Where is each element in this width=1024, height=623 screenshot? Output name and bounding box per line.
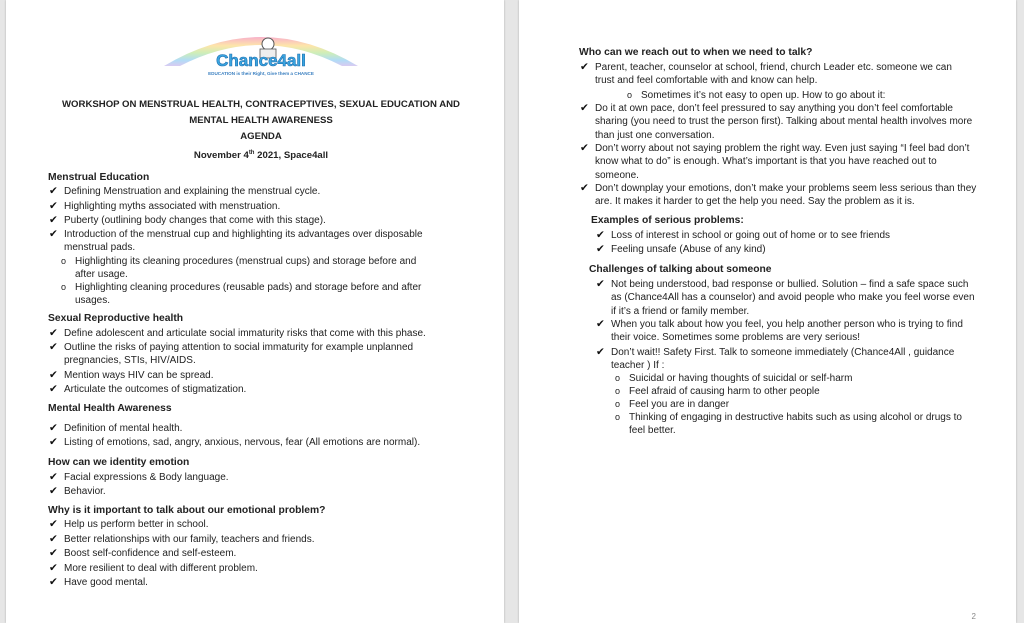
- bullet-circle-icon: o: [615, 373, 621, 383]
- bullet-circle-icon: o: [615, 386, 621, 396]
- checkmark-icon: ✔: [49, 422, 58, 434]
- sub-list-item: o Feel you are in danger: [615, 399, 730, 410]
- checkmark-icon: ✔: [49, 576, 58, 588]
- list-item: ✔ When you talk about how you feel, you help another person who is trying to find their voice. Sometimes some problems are very serious!: [596, 318, 963, 344]
- sub-list-item: o Highlighting its cleaning procedures (menstrual cups) and storage before and after usage.: [61, 256, 417, 281]
- sub-list-item: o Thinking of engaging in destructive habits such as using alcohol or drugs to feel better.: [615, 412, 962, 437]
- checkmark-icon: ✔: [49, 547, 58, 559]
- checkmark-icon: ✔: [596, 229, 605, 241]
- list-item: ✔ Do it at own pace, don’t feel pressured to say anything you don’t feel comfortable sharing (you need to trust the person first). Talking about mental health involves more than just one conversation.: [580, 102, 973, 141]
- checkmark-icon: ✔: [49, 436, 58, 448]
- list-item: ✔ Defining Menstruation and explaining the menstrual cycle.: [49, 185, 321, 197]
- checkmark-icon: ✔: [49, 383, 58, 395]
- list-item: ✔ Loss of interest in school or going out of home or to see friends: [596, 229, 891, 241]
- list-item: ✔ Have good mental.: [49, 576, 148, 588]
- bullet-circle-icon: o: [615, 399, 621, 409]
- bullet-circle-icon: o: [615, 412, 621, 422]
- section-heading: Sexual Reproductive health: [48, 313, 184, 324]
- checkmark-icon: ✔: [580, 61, 589, 73]
- checkmark-icon: ✔: [49, 562, 58, 574]
- list-item: ✔ Puberty (outlining body changes that come with this stage).: [49, 214, 326, 226]
- list-item: ✔ Behavior.: [49, 485, 106, 497]
- sub-list-item: o Feel afraid of causing harm to other people: [615, 386, 820, 397]
- checkmark-icon: ✔: [580, 142, 589, 154]
- svg-text:Chance4all: Chance4all: [216, 51, 306, 70]
- list-item: ✔ Not being understood, bad response or bullied. Solution – find a safe space such as (Chance4All has a counselor) and avoid people who make you feel worse even if it’s a friend or family member.: [596, 278, 975, 317]
- list-item: ✔ Don’t wait!! Safety First. Talk to someone immediately (Chance4All , guidance teacher ) If :: [596, 346, 955, 372]
- checkmark-icon: ✔: [580, 102, 589, 114]
- list-item: ✔ More resilient to deal with different problem.: [49, 562, 258, 574]
- list-item: ✔ Outline the risks of paying attention to social immaturity for example unplanned pregnancies, STIs, HIV/AIDS.: [49, 341, 414, 367]
- list-item: ✔ Introduction of the menstrual cup and highlighting its advantages over disposable menstrual pads.: [49, 228, 423, 254]
- checkmark-icon: ✔: [49, 200, 58, 212]
- checkmark-icon: ✔: [49, 518, 58, 530]
- list-item: ✔ Facial expressions & Body language.: [49, 471, 229, 483]
- checkmark-icon: ✔: [49, 341, 58, 353]
- checkmark-icon: ✔: [49, 369, 58, 381]
- list-item: ✔ Feeling unsafe (Abuse of any kind): [596, 243, 766, 255]
- section-heading: Challenges of talking about someone: [589, 264, 772, 275]
- checkmark-icon: ✔: [49, 228, 58, 240]
- section-heading: Examples of serious problems:: [591, 215, 744, 226]
- bullet-circle-icon: o: [61, 282, 67, 292]
- sub-list-item: o Sometimes it’s not easy to open up. How to go about it:: [627, 90, 886, 101]
- section-heading: Why is it important to talk about our emotional problem?: [48, 505, 326, 516]
- section-heading: Who can we reach out to when we need to talk?: [579, 47, 813, 58]
- checkmark-icon: ✔: [49, 471, 58, 483]
- list-item: ✔ Articulate the outcomes of stigmatization.: [49, 383, 247, 395]
- sub-list-item: o Suicidal or having thoughts of suicidal or self-harm: [615, 373, 853, 384]
- agenda-date: November 4th 2021, Space4all: [193, 150, 329, 162]
- checkmark-icon: ✔: [596, 318, 605, 330]
- list-item: ✔ Define adolescent and articulate social immaturity risks that come with this phase.: [49, 327, 426, 339]
- list-item: ✔ Definition of mental health.: [49, 422, 183, 434]
- svg-text:EDUCATION is their Right, Give: EDUCATION is their Right, Give them a CHANCE: [208, 71, 314, 76]
- section-heading: How can we identity emotion: [48, 457, 190, 468]
- bullet-circle-icon: o: [61, 256, 67, 266]
- list-item: ✔ Help us perform better in school.: [49, 518, 209, 530]
- section-heading: Mental Health Awareness: [48, 403, 172, 414]
- document-page-2: [519, 0, 1016, 623]
- list-item: ✔ Mention ways HIV can be spread.: [49, 369, 214, 381]
- agenda-title: WORKSHOP ON MENSTRUAL HEALTH, CONTRACEPTIVES, SEXUAL EDUCATION AND MENTAL HEALTH AWARENESS AGENDA November 4th 2021, Space4all: [36, 97, 486, 164]
- checkmark-icon: ✔: [49, 185, 58, 197]
- list-item: ✔ Listing of emotions, sad, angry, anxious, nervous, fear (All emotions are normal).: [49, 436, 421, 448]
- list-item: ✔ Parent, teacher, counselor at school, friend, church Leader etc. someone we can trust and feel comfortable with and know can help.: [580, 61, 952, 87]
- section-heading: Menstrual Education: [48, 172, 150, 183]
- sub-list-item: o Highlighting cleaning procedures (reusable pads) and storage before and after usages.: [61, 282, 422, 307]
- checkmark-icon: ✔: [596, 243, 605, 255]
- document-page-1: [6, 0, 504, 623]
- checkmark-icon: ✔: [49, 485, 58, 497]
- list-item: ✔ Highlighting myths associated with menstruation.: [49, 200, 281, 212]
- checkmark-icon: ✔: [580, 182, 589, 194]
- checkmark-icon: ✔: [49, 533, 58, 545]
- checkmark-icon: ✔: [49, 327, 58, 339]
- checkmark-icon: ✔: [49, 214, 58, 226]
- list-item: ✔ Boost self-confidence and self-esteem.: [49, 547, 237, 559]
- checkmark-icon: ✔: [596, 346, 605, 358]
- list-item: ✔ Don’t worry about not saying problem the right way. Even just saying “I feel bad don’t know what to do” is enough. What’s important is that you have reached out to someone.: [580, 142, 970, 181]
- list-item: ✔ Better relationships with our family, teachers and friends.: [49, 533, 315, 545]
- checkmark-icon: ✔: [596, 278, 605, 290]
- list-item: ✔ Don’t downplay your emotions, don’t make your problems seem less serious than they are. It makes it harder to get the help you need. Say the problem as it is.: [580, 182, 977, 208]
- page-number: 2: [971, 612, 976, 621]
- chance4all-logo: [156, 22, 366, 80]
- bullet-circle-icon: o: [627, 90, 633, 100]
